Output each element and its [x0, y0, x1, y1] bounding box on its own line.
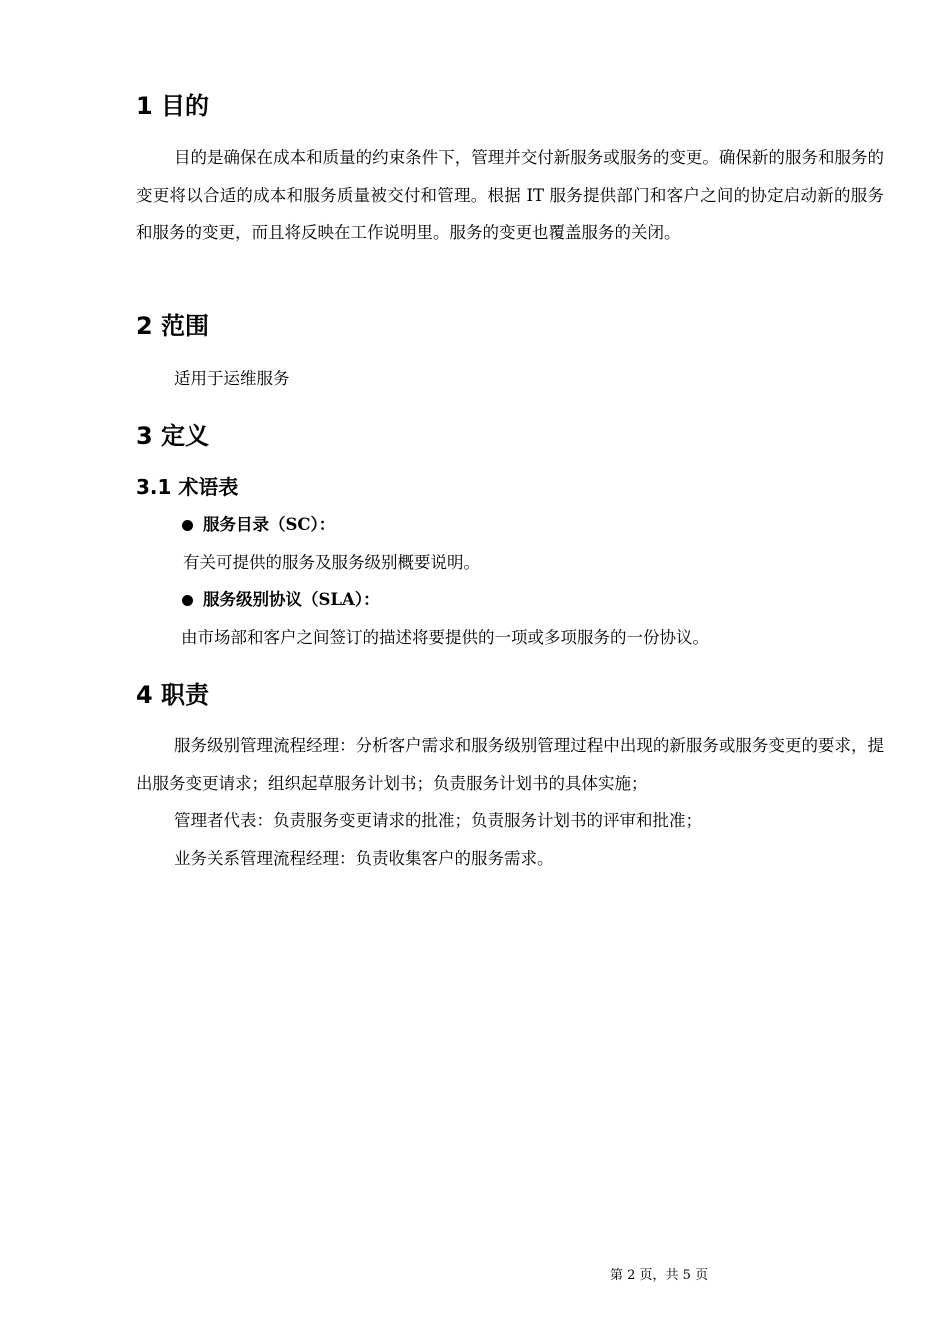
section-3-heading: 3 定义	[136, 422, 210, 450]
section-2-heading: 2 范围	[136, 312, 210, 340]
term-item-sla	[182, 589, 380, 611]
bullet-icon	[182, 595, 193, 606]
section-1-paragraph: 目的是确保在成本和质量的约束条件下，管理并交付新服务或服务的变更。确保新的服务和服务的变更将以合适的成本和服务质量被交付和管理。根据 IT 服务提供部门和客户之间的协定启动新的服务和服务的变更，而且将反映在工作说明里。服务的变更也覆盖服务的关闭。	[136, 148, 884, 242]
section-2-text: 适用于运维服务	[174, 369, 290, 388]
responsibility-line: 管理者代表：负责服务变更请求的批准；负责服务计划书的评审和批准；	[174, 811, 702, 830]
term-definition: 由市场部和客户之间签订的描述将要提供的一项或多项服务的一份协议。	[181, 628, 709, 647]
section-4-paragraph: 服务级别管理流程经理：分析客户需求和服务级别管理过程中出现的新服务或服务变更的要求，提出服务变更请求；组织起草服务计划书；负责服务计划书的具体实施；	[136, 736, 884, 793]
term-item-sc	[182, 514, 335, 536]
term-label: 服务级别协议（SLA）：	[203, 590, 380, 609]
term-label: 服务目录（SC）：	[203, 515, 336, 534]
section-1-heading: 1 目的	[136, 92, 210, 120]
term-definition: 有关可提供的服务及服务级别概要说明。	[183, 553, 480, 572]
section-3-1-heading: 3.1 术语表	[136, 475, 239, 499]
responsibility-line: 业务关系管理流程经理：负责收集客户的服务需求。	[174, 849, 554, 868]
bullet-icon	[182, 520, 193, 531]
section-4-heading: 4 职责	[136, 681, 210, 709]
page-number: 第 2 页，共 5 页	[610, 1268, 709, 1283]
